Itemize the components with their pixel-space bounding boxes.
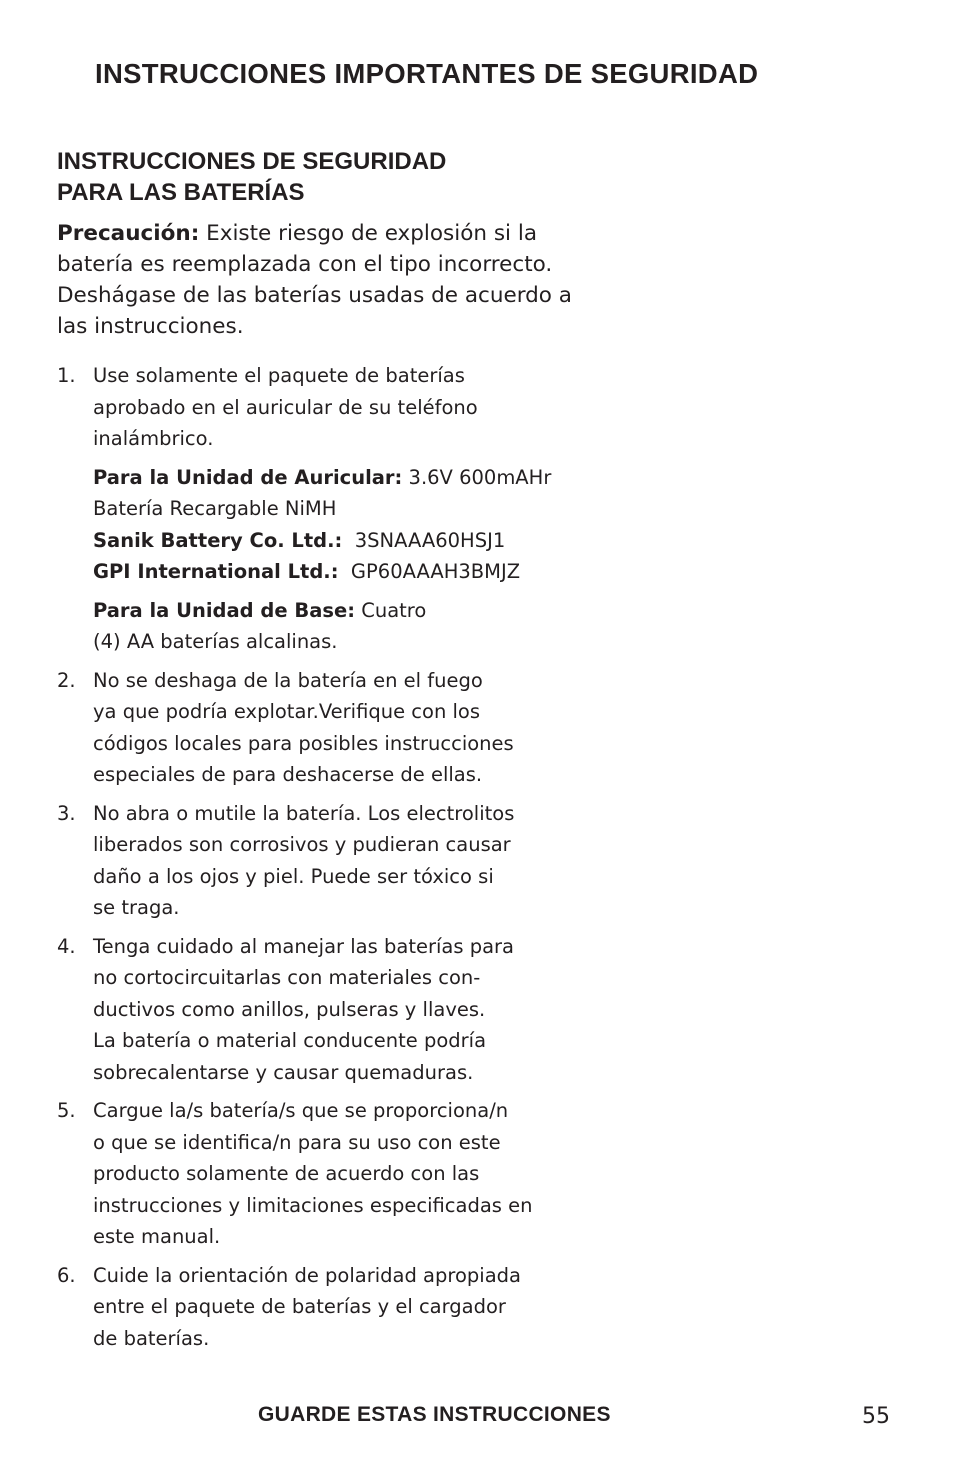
handset-value-2: Batería Recargable NiMH bbox=[93, 497, 337, 520]
item-line: Tenga cuidado al manejar las baterías para bbox=[93, 934, 514, 958]
item-line: Cuide la orientación de polaridad apropiada bbox=[93, 1263, 521, 1287]
handset-label: Para la Unidad de Auricular: bbox=[93, 465, 403, 489]
item-line: códigos locales para posibles instrucciones bbox=[93, 731, 514, 755]
list-item bbox=[57, 1095, 597, 1253]
page-title: INSTRUCCIONES IMPORTANTES DE SEGURIDAD bbox=[95, 58, 759, 89]
item-line: entre el paquete de baterías y el cargador bbox=[93, 1295, 506, 1318]
base-value-2: (4) AA baterías alcalinas. bbox=[93, 630, 338, 653]
item-line: ductivos como anillos, pulseras y llaves. bbox=[93, 997, 486, 1021]
item-line: producto solamente de acuerdo con las bbox=[93, 1162, 480, 1185]
item-number: 6. bbox=[57, 1263, 76, 1287]
battery-safety-section bbox=[57, 146, 597, 1361]
handset-value: 3.6V 600mAHr bbox=[408, 465, 552, 489]
item-line: instrucciones y limitaciones especificadas en bbox=[93, 1193, 533, 1217]
item-line: o que se identifica/n para su uso con este bbox=[93, 1130, 501, 1154]
item-line: No se deshaga de la batería en el fuego bbox=[93, 668, 483, 692]
item-line: sobrecalentarse y causar quemaduras. bbox=[93, 1060, 474, 1084]
item-number: 1. bbox=[57, 364, 76, 387]
sanik-value: 3SNAAA60HSJ1 bbox=[354, 528, 506, 552]
caution-label: Precaución: bbox=[57, 221, 200, 246]
item-number: 5. bbox=[57, 1099, 76, 1122]
item-line: especiales de para deshacerse de ellas. bbox=[93, 763, 483, 786]
caution-paragraph bbox=[57, 218, 597, 342]
gpi-label: GPI International Ltd.: bbox=[93, 560, 339, 583]
list-item bbox=[57, 798, 597, 924]
item-line: No abra o mutile la batería. Los electrolitos bbox=[93, 801, 515, 825]
item-line: inalámbrico. bbox=[93, 427, 214, 450]
item-line: liberados son corrosivos y pudieran causar bbox=[93, 833, 511, 856]
section-heading-line: INSTRUCCIONES DE SEGURIDAD bbox=[57, 148, 447, 175]
item-line: aprobado en el auricular de su teléfono bbox=[93, 395, 478, 419]
section-heading-line: PARA LAS BATERÍAS bbox=[57, 179, 305, 206]
item-line: este manual. bbox=[93, 1225, 221, 1248]
caution-line: batería es reemplazada con el tipo incorrecto. bbox=[57, 252, 553, 277]
item-line: de baterías. bbox=[93, 1326, 210, 1350]
item-number: 2. bbox=[57, 668, 76, 692]
handset-spec bbox=[93, 462, 597, 588]
base-label: Para la Unidad de Base: bbox=[93, 598, 356, 622]
footer-label: GUARDE ESTAS INSTRUCCIONES bbox=[258, 1403, 611, 1426]
section-heading bbox=[57, 146, 597, 208]
item-line: Use solamente el paquete de baterías bbox=[93, 364, 465, 387]
gpi-value: GP60AAAH3BMJZ bbox=[350, 560, 521, 583]
sanik-label: Sanik Battery Co. Ltd.: bbox=[93, 528, 343, 552]
item-line: se traga. bbox=[93, 896, 180, 919]
item-line: La batería o material conducente podría bbox=[93, 1029, 487, 1052]
list-item bbox=[57, 665, 597, 791]
caution-line: Deshágase de las baterías usadas de acuerdo a bbox=[57, 283, 572, 308]
page-number: 55 bbox=[862, 1404, 890, 1429]
instruction-list bbox=[57, 360, 597, 1354]
item-line: Cargue la/s batería/s que se proporciona/n bbox=[93, 1099, 509, 1122]
item-number: 3. bbox=[57, 801, 76, 825]
caution-line: Precaución: Existe riesgo de explosión si la bbox=[57, 221, 537, 246]
base-spec bbox=[93, 595, 597, 658]
base-value: Cuatro bbox=[361, 598, 427, 622]
list-item bbox=[57, 360, 597, 658]
item-line: no cortocircuitarlas con materiales con- bbox=[93, 966, 481, 989]
item-number: 4. bbox=[57, 934, 76, 958]
list-item bbox=[57, 931, 597, 1089]
item-line: daño a los ojos y piel. Puede ser tóxico si bbox=[93, 864, 494, 888]
caution-line: las instrucciones. bbox=[57, 314, 244, 339]
item-line: ya que podría explotar.Verifique con los bbox=[93, 700, 481, 723]
list-item bbox=[57, 1260, 597, 1355]
